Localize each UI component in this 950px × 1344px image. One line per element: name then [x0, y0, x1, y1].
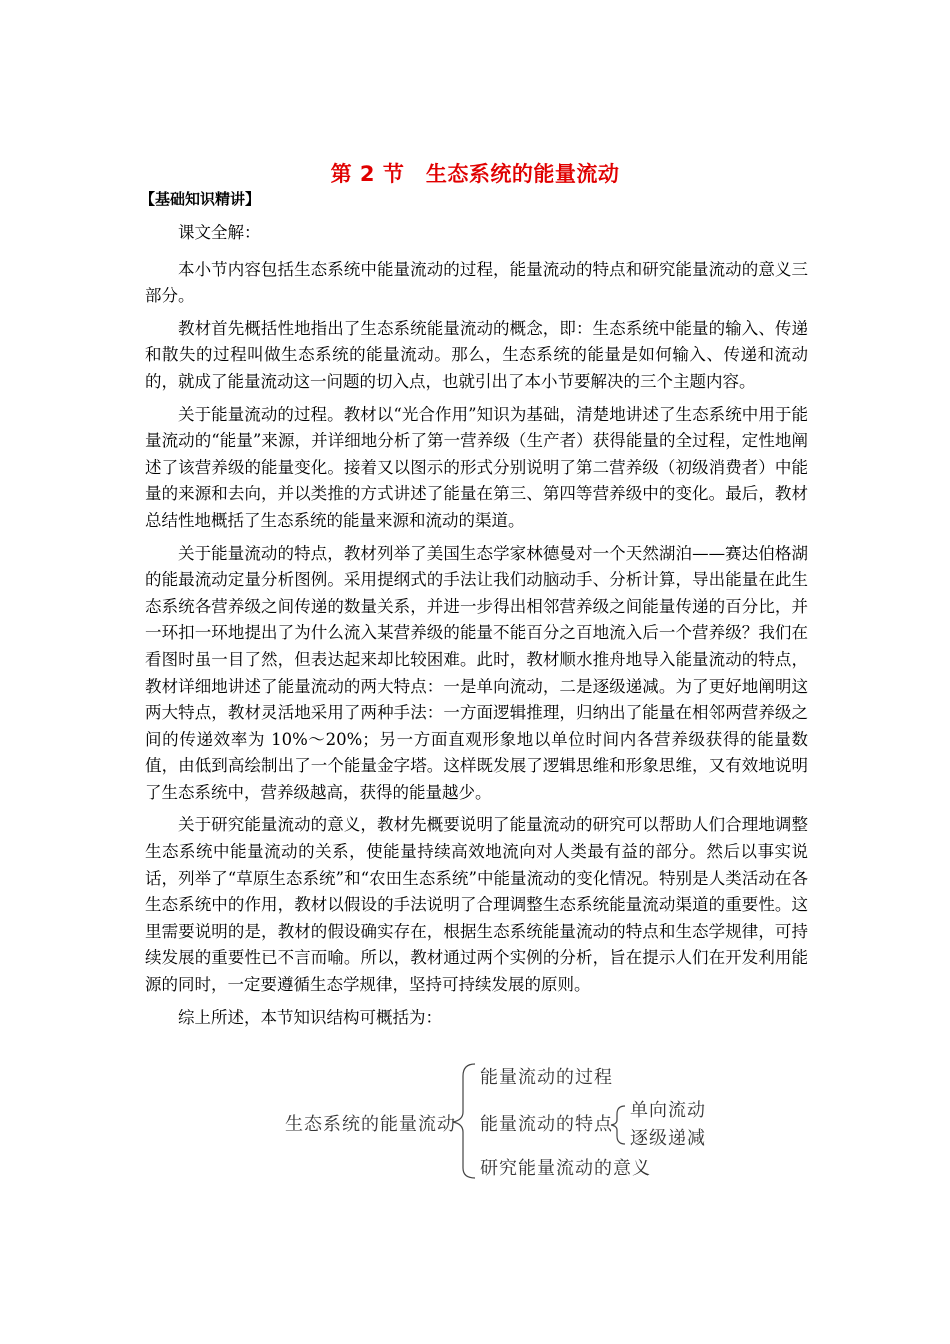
- structure-item-significance: 研究能量流动的意义: [480, 1158, 651, 1179]
- structure-item-process: 能量流动的过程: [480, 1067, 613, 1088]
- paragraph: 综上所述，本节知识结构可概括为：: [178, 1007, 442, 1027]
- paragraph: 关于研究能量流动的意义，教材先概要说明了能量流动的研究可以帮助人们合理地调整生态系统中能量流动的关系，使能量持续高效地流向对人类最有益的部分。然后以事实说话，列举了“草原生态系统”和“农田生态系统”中能量流动的变化情况。特别是人类活动在各生态系统中的作用，教材以假设的手法说明了合理调整生态系统能量流动渠道的重要性。这里需要说明的是，教材的假设确实存在，根据生态系统能量流动的特点和生态学规律，可持续发展的重要性已不言而喻。所以，教材通过两个实例的分析，旨在提示人们在开发利用能源的同时，一定要遵循生态学规律，坚持可持续发展的原则。: [145, 815, 808, 995]
- structure-sub-decreasing: 逐级递减: [630, 1128, 706, 1149]
- paragraph: 关于能量流动的特点，教材列举了美国生态学家林德曼对一个天然湖泊——赛达伯格湖的能最流动定量分析图例。采用提纲式的手法让我们动脑动手、分析计算，导出能量在此生态系统各营养级之间传递的数量关系，并进一步得出相邻营养级之间能量传递的百分比，并一环扣一环地提出了为什么流入某营养级的能量不能百分之百地流入后一个营养级？我们在看图时虽一目了然，但表达起来却比较困难。此时，教材顺水推舟地导入能量流动的特点，教材详细地讲述了能量流动的两大特点：一是单向流动，二是逐级递减。为了更好地阐明这两大特点，教材灵活地采用了两种手法：一方面逻辑推理，归纳出了能量在相邻两营养级之间的传递效率为 10%～20%；另一方面直观形象地以单位时间内各营养级获得的能量数值，由低到高绘制出了一个能量金字塔。这样既发展了逻辑思维和形象思维，又有效地说明了生态系统中，营养级越高，获得的能量越少。: [145, 543, 808, 802]
- document-body: [145, 220, 808, 1037]
- structure-sub-one-way: 单向流动: [630, 1100, 706, 1121]
- page-title: 第 2 节 生态系统的能量流动: [330, 162, 620, 186]
- sub-brace: [611, 1106, 625, 1144]
- structure-item-features: 能量流动的特点: [480, 1114, 613, 1135]
- paragraph: 关于能量流动的过程。教材以“光合作用”知识为基础，清楚地讲述了生态系统中用于能量流动的“能量”来源，并详细地分析了第一营养级（生产者）获得能量的全过程，定性地阐述了该营养级的能量变化。接着又以图示的形式分别说明了第二营养级（初级消费者）中能量的来源和去向，并以类推的方式讲述了能量在第三、第四等营养级中的变化。最后，教材总结性地概括了生态系统的能量来源和流动的渠道。: [145, 404, 808, 530]
- lead-line: 课文全解：: [178, 223, 261, 242]
- structure-root: 生态系统的能量流动: [285, 1114, 456, 1135]
- main-brace: [453, 1064, 475, 1178]
- paragraph: 教材首先概括性地指出了生态系统能量流动的概念，即：生态系统中能量的输入、传递和散失的过程叫做生态系统的能量流动。那么，生态系统的能量是如何输入、传递和流动的，就成了能量流动这一问题的切入点，也就引出了本小节要解决的三个主题内容。: [145, 318, 808, 391]
- section-heading: 【基础知识精讲】: [140, 190, 261, 208]
- paragraph: 本小节内容包括生态系统中能量流动的过程，能量流动的特点和研究能量流动的意义三部分。: [145, 259, 808, 306]
- knowledge-structure-diagram: [285, 1060, 805, 1180]
